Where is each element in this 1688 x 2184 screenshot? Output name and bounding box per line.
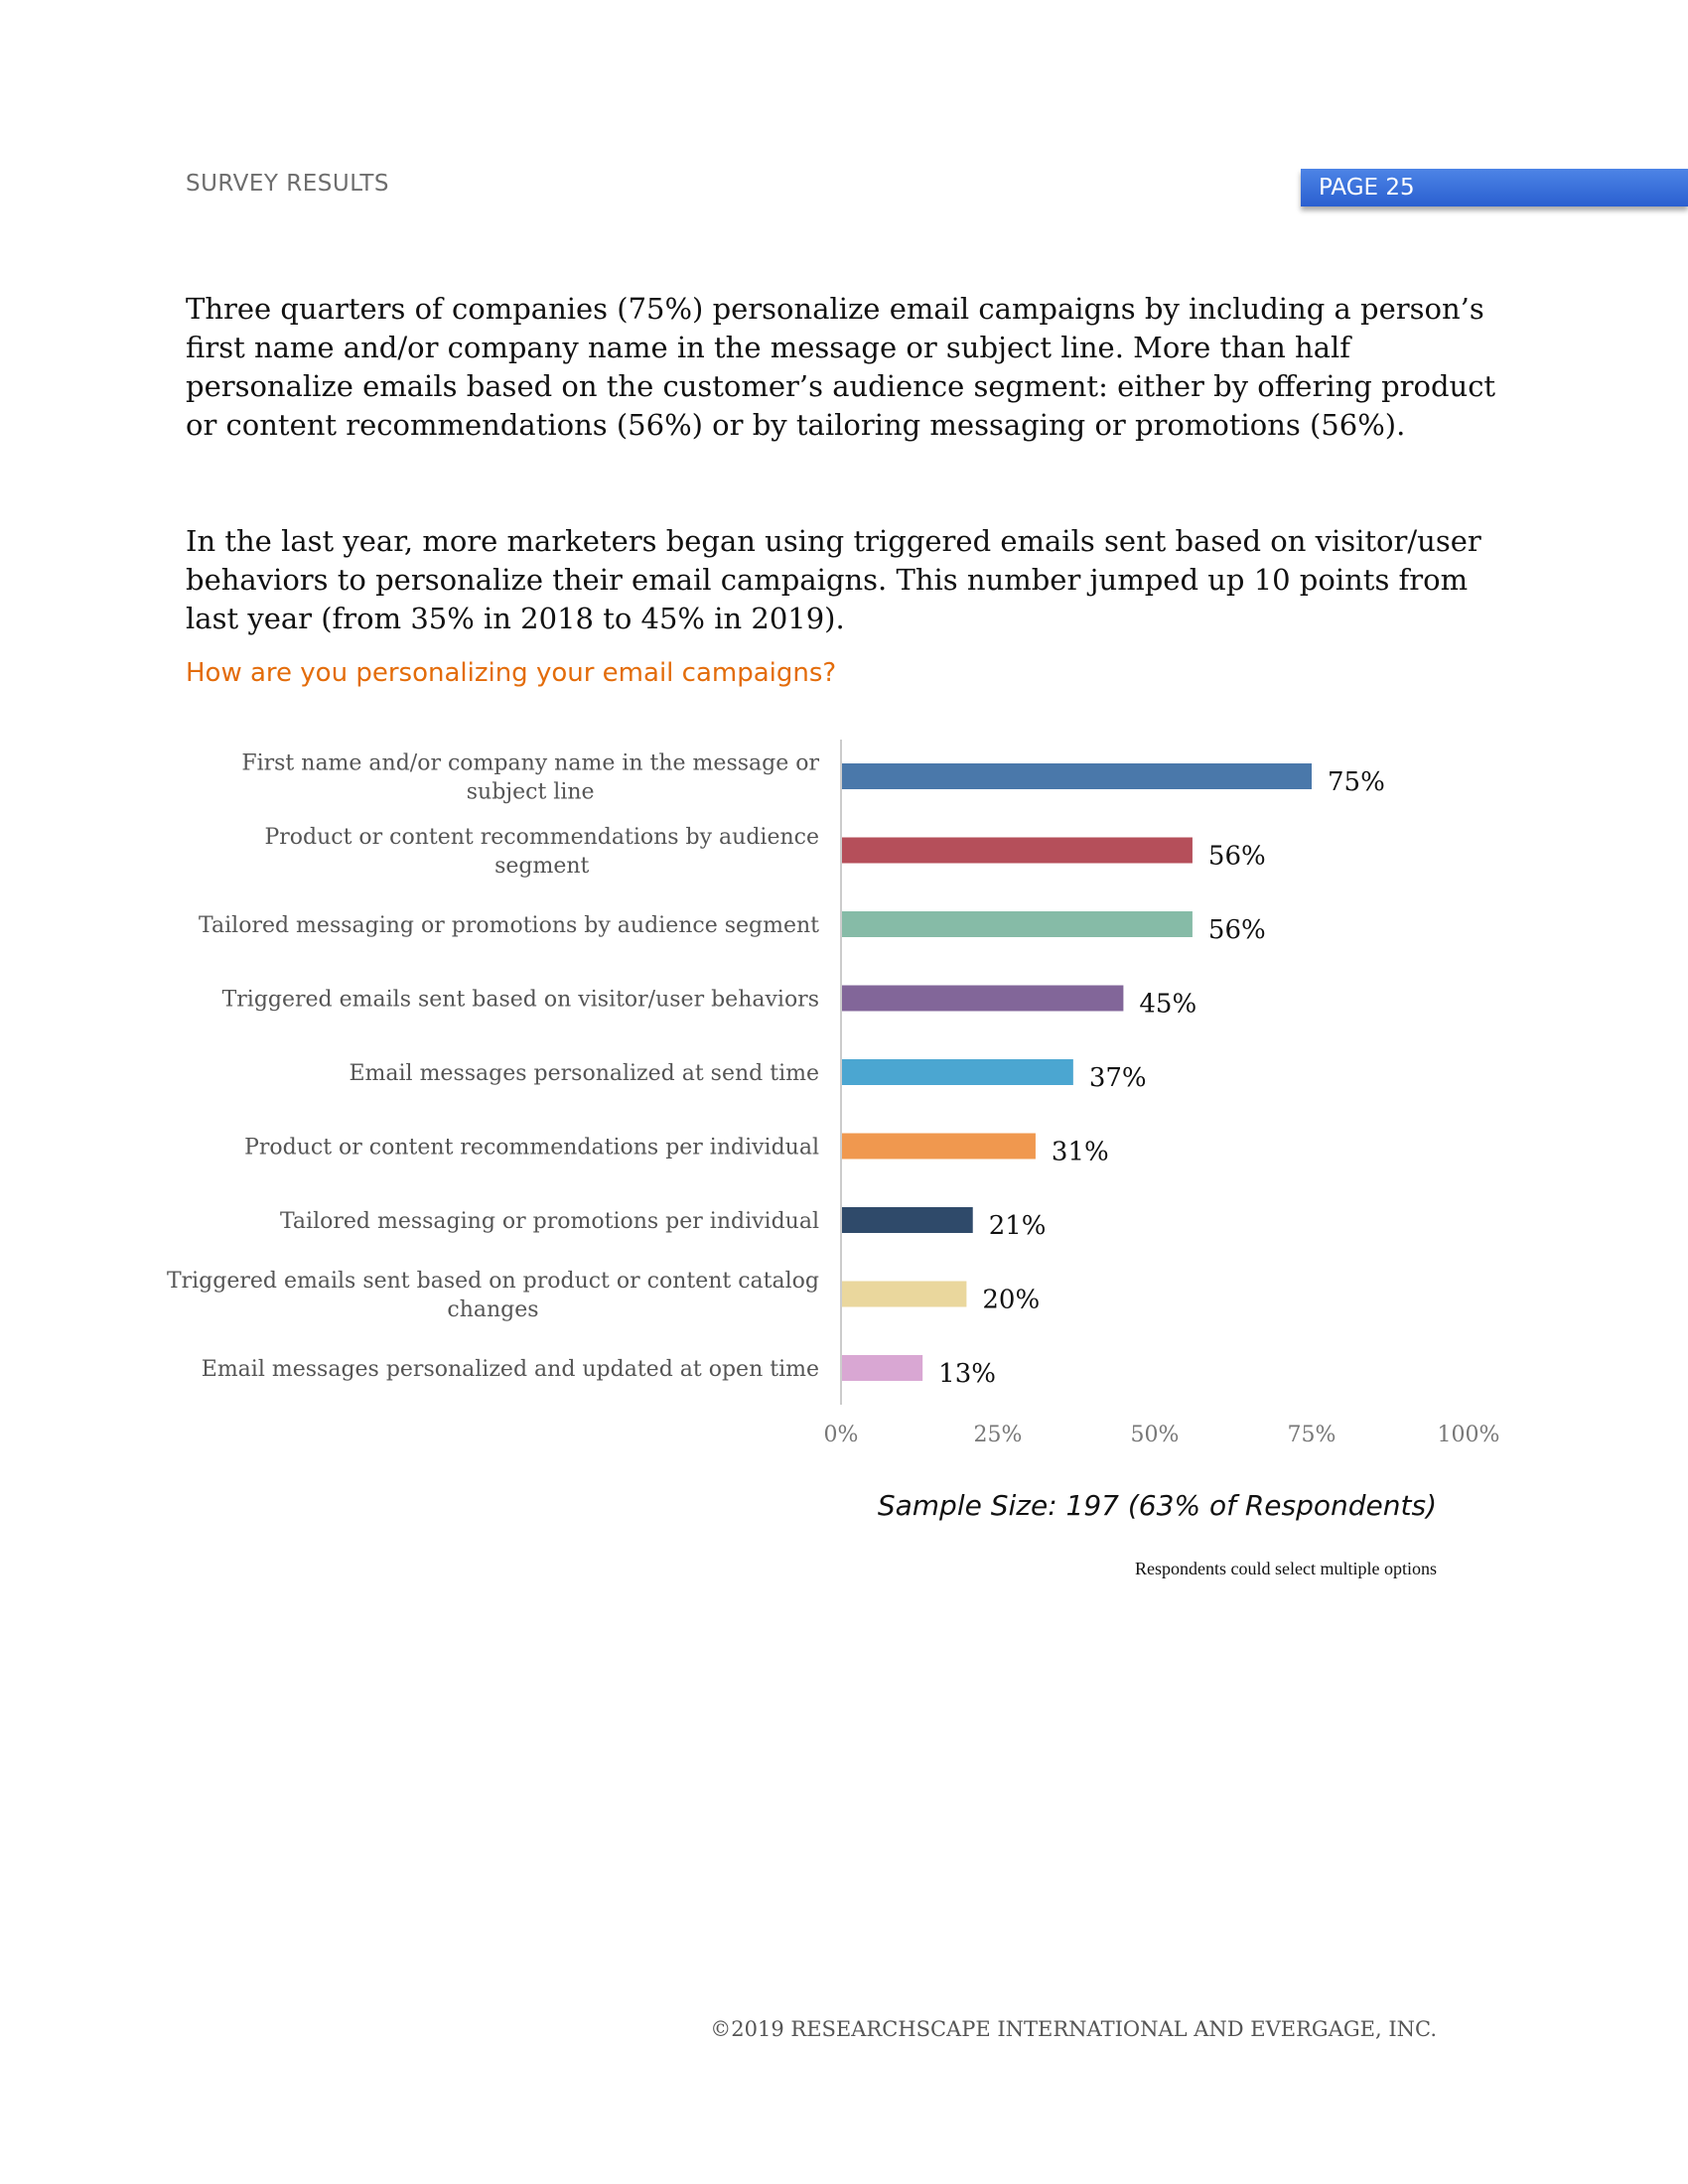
bar: [842, 1134, 1036, 1160]
bar: [842, 1282, 966, 1307]
multiple-options-note: Respondents could select multiple options: [1135, 1559, 1437, 1578]
bar: [842, 1059, 1073, 1085]
category-label: Triggered emails sent based on visitor/user behaviors: [221, 987, 819, 1013]
page-number-tab: PAGE 25: [1301, 169, 1688, 206]
value-label: 45%: [1139, 989, 1197, 1020]
bar: [842, 1355, 922, 1381]
value-label: 56%: [1207, 915, 1266, 945]
bar: [842, 911, 1193, 937]
value-label: 21%: [988, 1211, 1047, 1241]
x-tick-label: 0%: [823, 1423, 859, 1447]
x-tick-label: 25%: [973, 1423, 1023, 1447]
body-paragraph-2: In the last year, more marketers began using triggered emails sent based on visitor/user behaviors to personalize their email campaigns. This number jumped up 10 points from last year (from 35% in 2018 to 45% in 2019).: [186, 524, 1481, 635]
value-label: 31%: [1051, 1137, 1109, 1167]
copyright-footer: ©2019 RESEARCHSCAPE INTERNATIONAL AND EVERGAGE, INC.: [710, 2017, 1437, 2041]
category-label: Email messages personalized at send time: [349, 1061, 819, 1086]
bar: [842, 763, 1312, 789]
bar: [842, 1207, 973, 1233]
category-label: First name and/or company name in the message or subject line: [241, 751, 819, 805]
section-title: SURVEY RESULTS: [186, 171, 390, 197]
category-label: Tailored messaging or promotions per individual: [279, 1209, 819, 1234]
sample-size: Sample Size: 197 (63% of Respondents): [877, 1489, 1437, 1522]
chart-question: How are you personalizing your email campaigns?: [186, 658, 837, 688]
value-label: 37%: [1088, 1063, 1147, 1093]
category-label: Email messages personalized and updated at open time: [201, 1357, 819, 1382]
x-tick-label: 75%: [1287, 1423, 1336, 1447]
category-label: Triggered emails sent based on product or content catalog changes: [166, 1269, 819, 1322]
x-tick-label: 100%: [1437, 1423, 1500, 1447]
value-label: 56%: [1207, 841, 1266, 872]
value-label: 75%: [1328, 767, 1385, 797]
value-label: 13%: [938, 1359, 996, 1389]
bar: [842, 986, 1123, 1012]
x-tick-label: 50%: [1130, 1423, 1180, 1447]
body-paragraph-1: Three quarters of companies (75%) personalize email campaigns by including a person’s first name and/or company name in the message or subject line. More than half personalize emails based on the customer’s audience segment: either by offering product or content recommendations (56%) or by tailoring messaging or promotions (56%).: [186, 292, 1496, 442]
category-label: Product or content recommendations by audience segment: [264, 825, 819, 879]
category-label: Product or content recommendations per individual: [244, 1135, 819, 1160]
category-label: Tailored messaging or promotions by audience segment: [199, 913, 819, 938]
bar: [842, 838, 1193, 864]
value-label: 20%: [982, 1285, 1041, 1315]
